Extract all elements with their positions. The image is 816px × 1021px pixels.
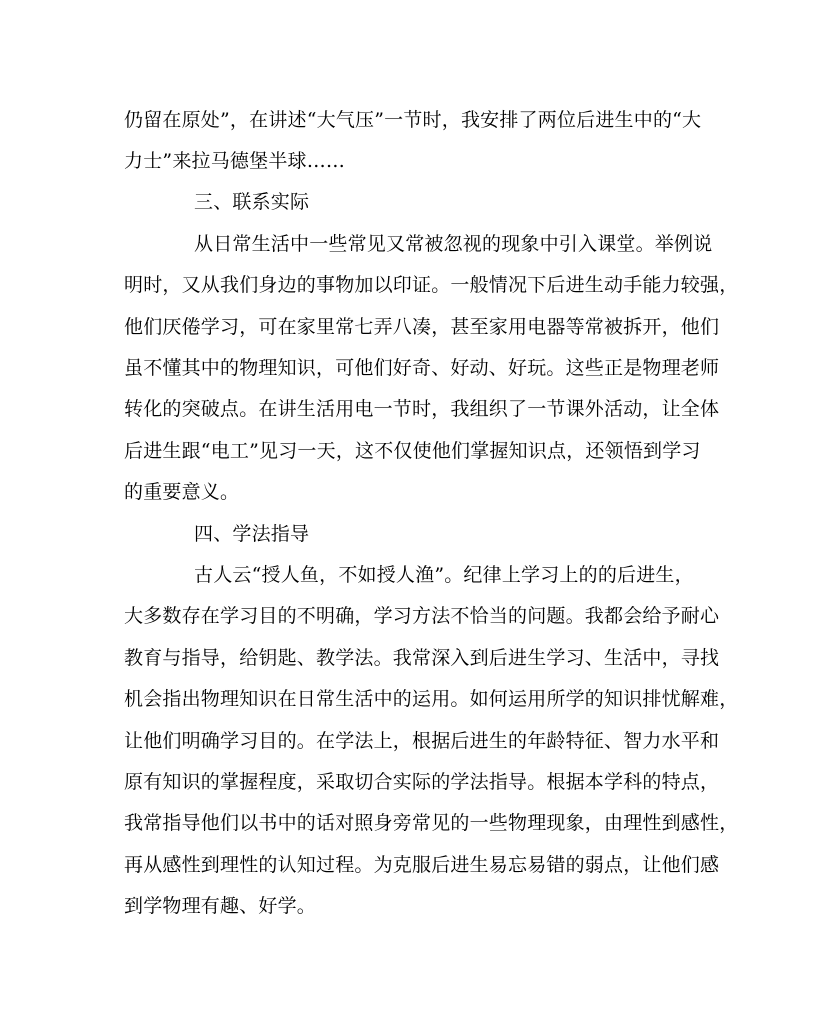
paragraph-line: 他们厌倦学习，可在家里常七弄八凑，甚至家用电器等常被拆开，他们 bbox=[124, 316, 720, 338]
paragraph-line: 让他们明确学习目的。在学法上，根据后进生的年龄特征、智力水平和 bbox=[124, 730, 720, 752]
paragraph-line: 转化的突破点。在讲生活用电一节时，我组织了一节课外活动，让全体 bbox=[124, 398, 720, 420]
paragraph-line: 从日常生活中一些常见又常被忽视的现象中引入课堂。举例说 bbox=[194, 233, 713, 255]
section-heading: 三、联系实际 bbox=[194, 191, 310, 213]
paragraph-line: 仍留在原处”，在讲述“大气压”一节时，我安排了两位后进生中的“大 bbox=[124, 109, 702, 131]
paragraph-line: 虽不懂其中的物理知识，可他们好奇、好动、好玩。这些正是物理老师 bbox=[124, 357, 720, 379]
section-heading: 四、学法指导 bbox=[194, 523, 310, 545]
paragraph-line: 古人云“授人鱼，不如授人渔”。纪律上学习上的的后进生， bbox=[194, 564, 694, 586]
paragraph-line: 的重要意义。 bbox=[124, 481, 240, 503]
paragraph-line: 原有知识的掌握程度，采取切合实际的学法指导。根据本学科的特点， bbox=[124, 771, 720, 793]
paragraph-line: 大多数存在学习目的不明确，学习方法不恰当的问题。我都会给予耐心 bbox=[124, 605, 720, 627]
paragraph-line: 力士”来拉马德堡半球…… bbox=[124, 150, 346, 172]
paragraph-line: 到学物理有趣、好学。 bbox=[124, 895, 317, 917]
paragraph-line: 后进生跟“电工”见习一天，这不仅使他们掌握知识点，还领悟到学习 bbox=[124, 440, 701, 462]
paragraph-line: 教育与指导，给钥匙、教学法。我常深入到后进生学习、生活中，寻找 bbox=[124, 647, 720, 669]
paragraph-line: 机会指出物理知识在日常生活中的运用。如何运用所学的知识排忧解难， bbox=[124, 688, 739, 710]
paragraph-line: 明时，又从我们身边的事物加以印证。一般情况下后进生动手能力较强， bbox=[124, 274, 739, 296]
paragraph-line: 我常指导他们以书中的话对照身旁常见的一些物理现象，由理性到感性， bbox=[124, 812, 739, 834]
paragraph-line: 再从感性到理性的认知过程。为克服后进生易忘易错的弱点，让他们感 bbox=[124, 854, 720, 876]
